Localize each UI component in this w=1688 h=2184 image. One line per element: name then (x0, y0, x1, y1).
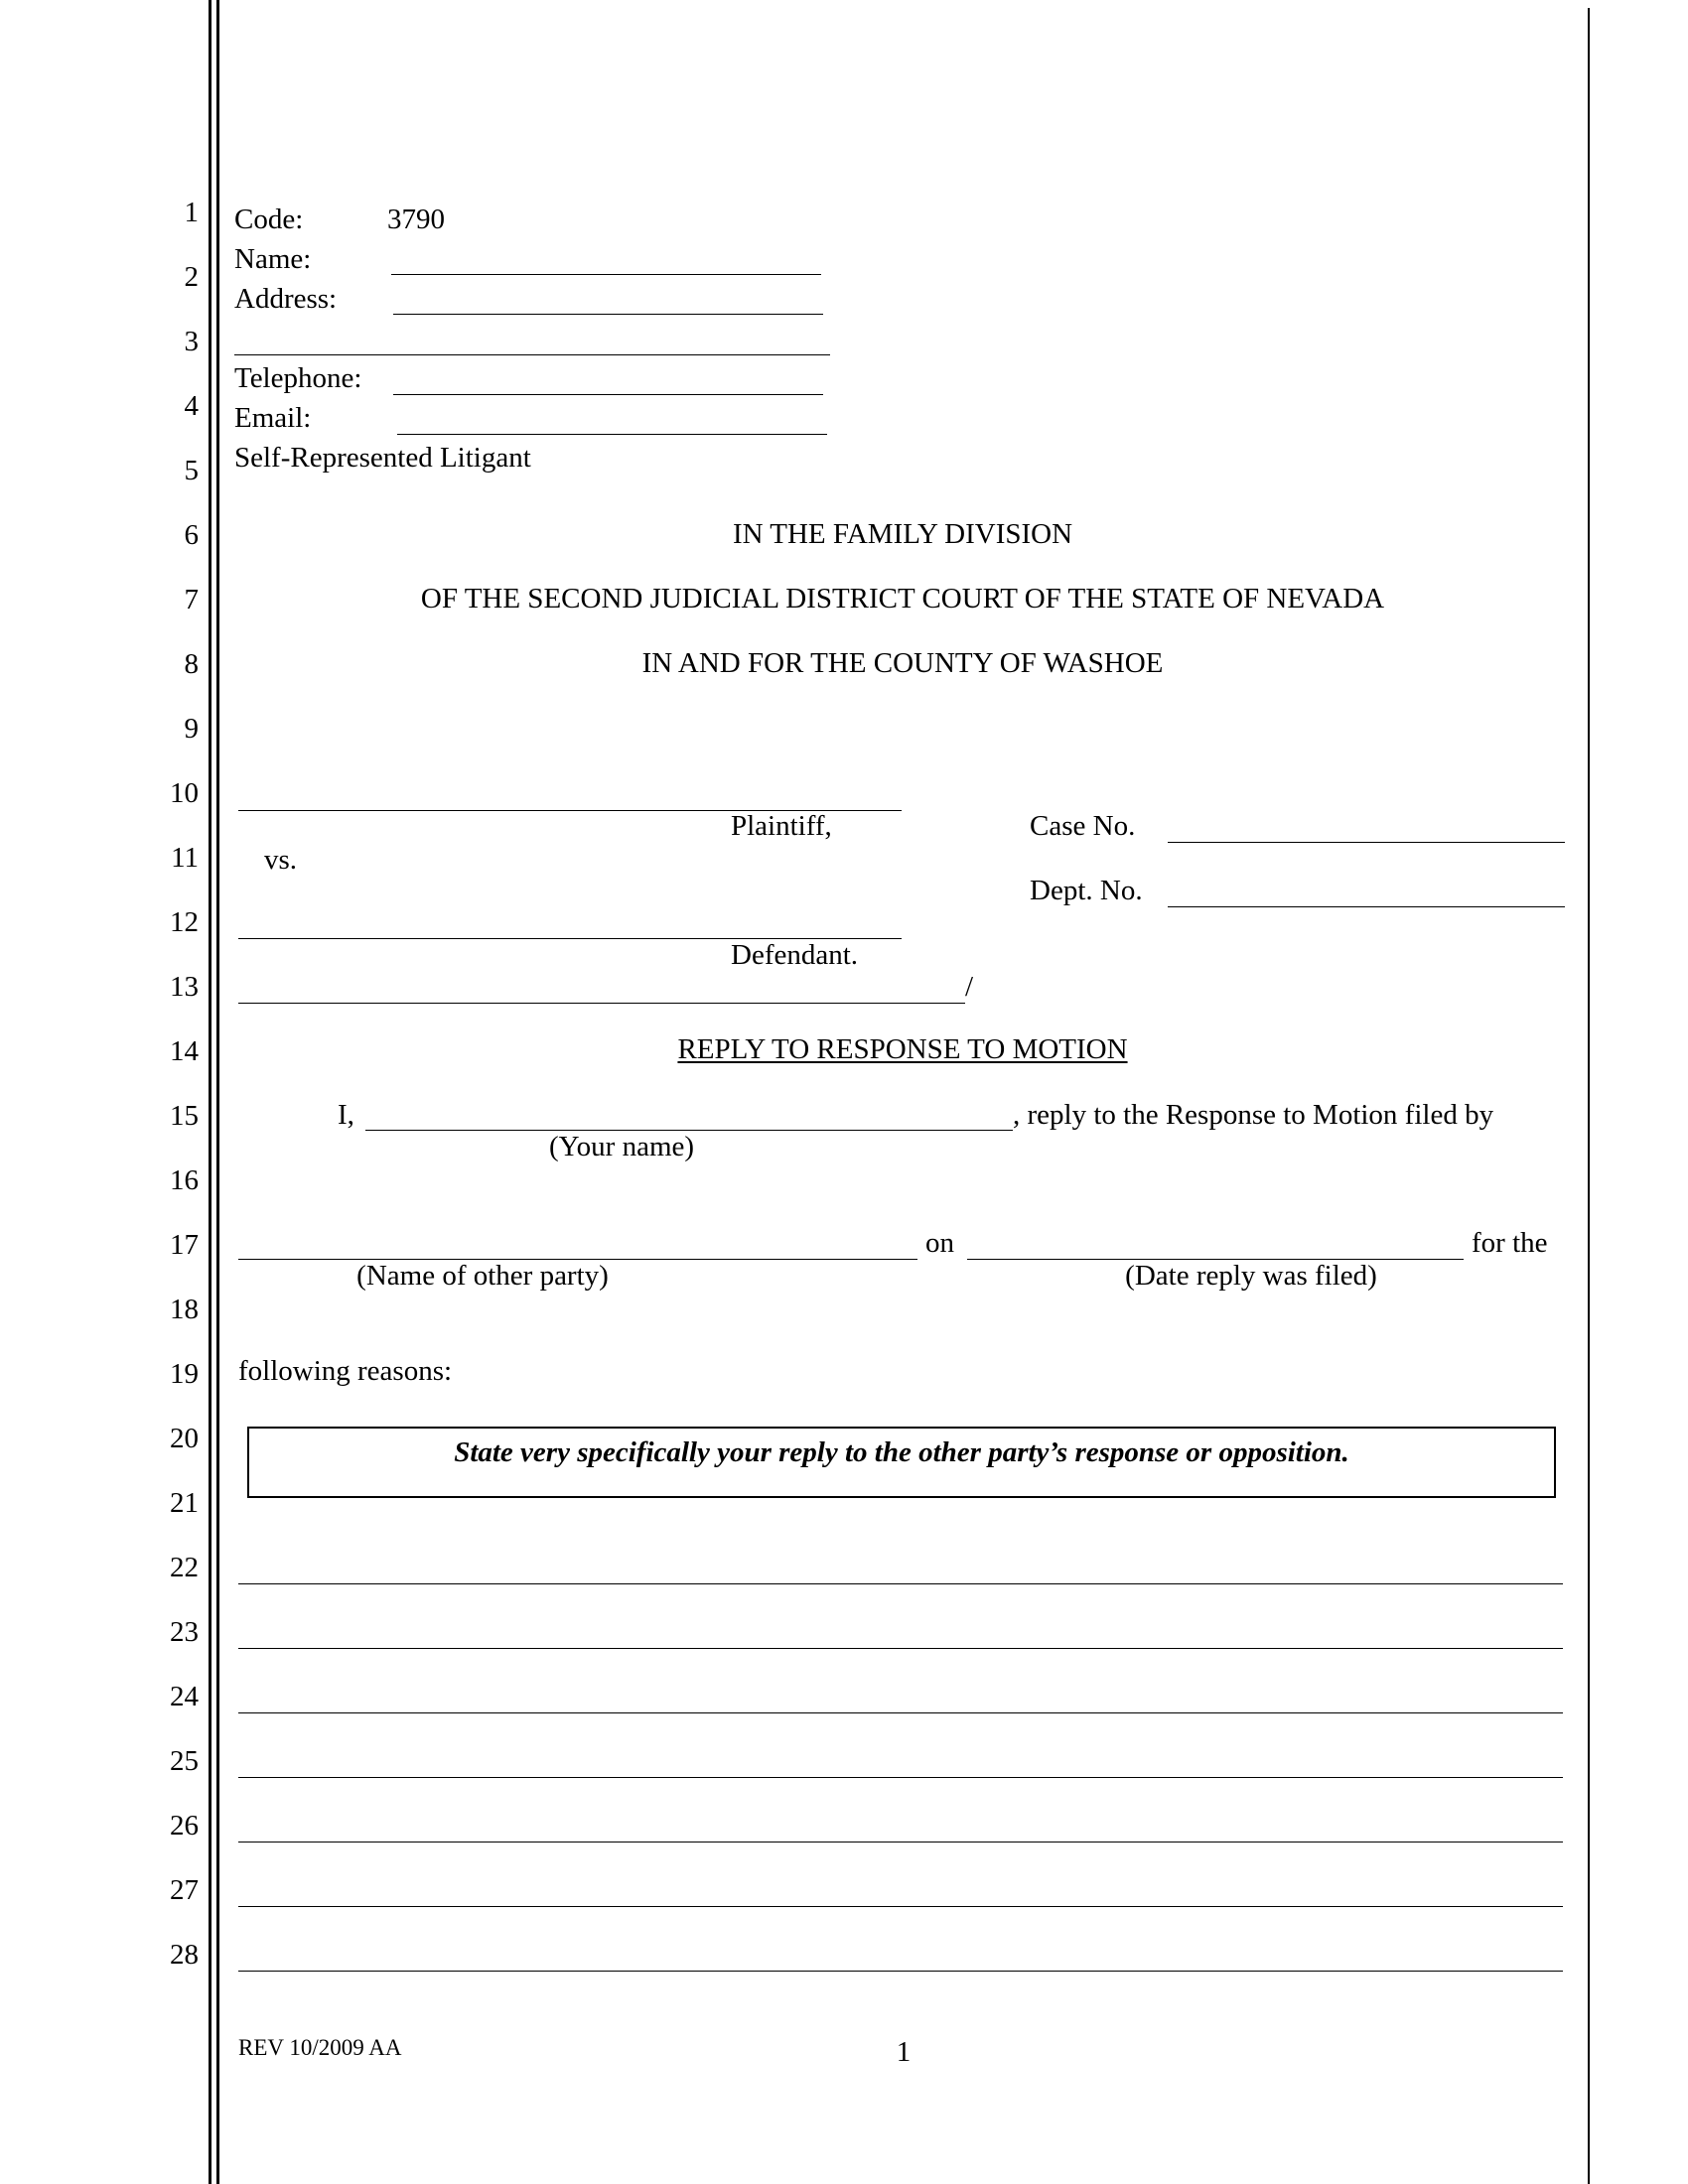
right-margin-rule (1588, 8, 1590, 2184)
revision-label: REV 10/2009 AA (238, 2035, 402, 2060)
i-label: I, (338, 1099, 354, 1131)
line-number: 26 (170, 1810, 199, 1842)
line-number: 27 (170, 1874, 199, 1906)
code-label: Code: (234, 204, 304, 235)
name-field[interactable] (391, 274, 821, 275)
address-label: Address: (234, 283, 338, 315)
court-line-1: IN THE FAMILY DIVISION (732, 518, 1073, 550)
reply-writing-line[interactable] (238, 1777, 1563, 1778)
line-number: 13 (170, 971, 199, 1003)
reply-text: , reply to the Response to Motion filed by (1013, 1099, 1494, 1131)
your-name-hint: (Your name) (548, 1131, 695, 1162)
following-reasons-label: following reasons: (238, 1355, 453, 1387)
telephone-field[interactable] (393, 394, 823, 395)
litigant-label: Self-Represented Litigant (234, 442, 531, 474)
address-field-2[interactable] (234, 354, 830, 355)
caption-closing-line (238, 1003, 965, 1004)
line-number: 11 (171, 842, 199, 874)
line-number: 21 (170, 1487, 199, 1519)
reply-writing-line[interactable] (238, 1648, 1563, 1649)
name-label: Name: (234, 243, 312, 275)
line-number: 10 (170, 777, 199, 809)
line-number: 23 (170, 1616, 199, 1648)
email-label: Email: (234, 402, 312, 434)
email-field[interactable] (397, 434, 827, 435)
line-number: 24 (170, 1681, 199, 1712)
instruction-box (247, 1427, 1556, 1498)
line-number: 15 (170, 1100, 199, 1132)
line-number: 20 (170, 1423, 199, 1454)
line-number: 4 (184, 390, 199, 422)
left-margin-rule-outer (209, 0, 211, 2184)
line-number: 1 (184, 197, 199, 228)
plaintiff-label: Plaintiff, (731, 810, 832, 842)
reply-writing-line[interactable] (238, 1583, 1563, 1584)
vs-label: vs. (264, 844, 298, 876)
telephone-label: Telephone: (234, 362, 362, 394)
for-the-label: for the (1472, 1227, 1548, 1259)
document-title (234, 1035, 1571, 1064)
defendant-label: Defendant. (731, 939, 859, 971)
caption-slash: / (965, 971, 974, 1003)
line-number: 3 (184, 326, 199, 357)
line-number: 25 (170, 1745, 199, 1777)
date-filed-hint: (Date reply was filed) (1125, 1260, 1377, 1292)
line-number: 16 (170, 1164, 199, 1196)
line-number: 19 (170, 1358, 199, 1390)
court-line-2: OF THE SECOND JUDICIAL DISTRICT COURT OF THE STATE OF NEVADA (420, 583, 1385, 614)
reply-writing-line[interactable] (238, 1906, 1563, 1907)
line-number: 9 (184, 713, 199, 745)
page-number: 1 (896, 2036, 912, 2068)
reply-writing-line[interactable] (238, 1971, 1563, 1972)
on-label: on (925, 1227, 954, 1259)
case-no-field[interactable] (1168, 842, 1565, 843)
code-value: 3790 (387, 204, 445, 235)
instruction-text: State very specifically your reply to the other party’s response or opposition. (454, 1436, 1349, 1468)
case-no-label: Case No. (1030, 810, 1136, 842)
line-number: 5 (184, 455, 199, 486)
other-party-hint: (Name of other party) (356, 1260, 609, 1292)
court-line-3: IN AND FOR THE COUNTY OF WASHOE (641, 647, 1164, 679)
line-number: 28 (170, 1939, 199, 1971)
line-number: 14 (170, 1035, 199, 1067)
line-number: 6 (184, 519, 199, 551)
dept-no-label: Dept. No. (1030, 875, 1143, 906)
address-field-1[interactable] (393, 314, 823, 315)
line-number: 8 (184, 648, 199, 680)
line-number: 12 (170, 906, 199, 938)
line-number: 18 (170, 1294, 199, 1325)
reply-writing-line[interactable] (238, 1712, 1563, 1713)
reply-writing-line[interactable] (238, 1842, 1563, 1843)
left-margin-rule-inner (216, 0, 219, 2184)
document-title-text: REPLY TO RESPONSE TO MOTION (677, 1033, 1128, 1065)
line-number: 22 (170, 1552, 199, 1583)
line-number: 17 (170, 1229, 199, 1261)
line-number: 2 (184, 261, 199, 293)
dept-no-field[interactable] (1168, 906, 1565, 907)
line-number: 7 (184, 584, 199, 615)
